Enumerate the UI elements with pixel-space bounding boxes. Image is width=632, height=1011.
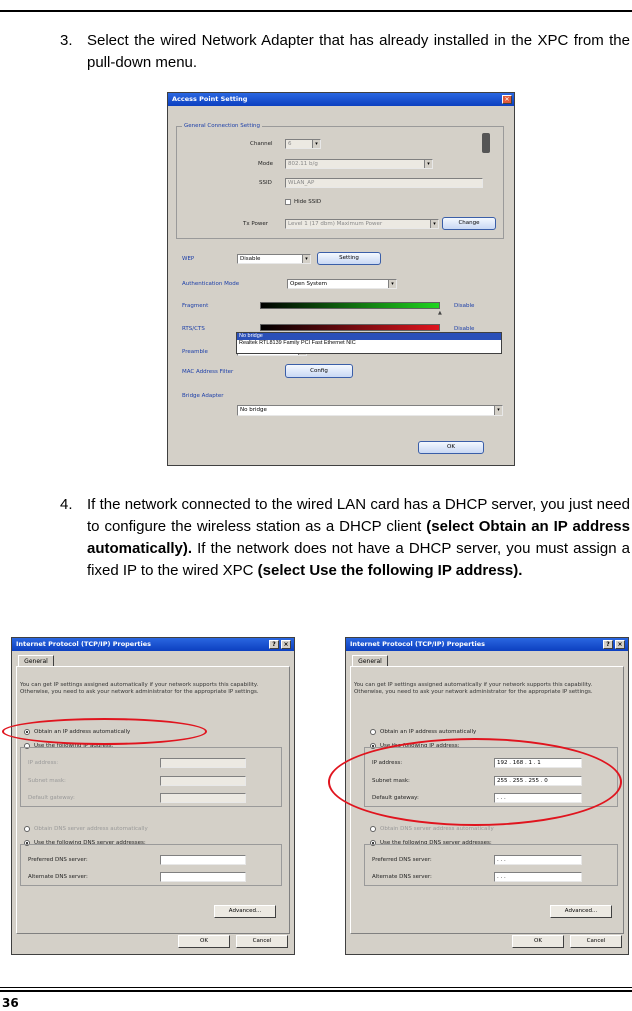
tab-general[interactable]: General xyxy=(18,655,54,667)
intro-text: You can get IP settings assigned automatically if your network supports this capability. Otherwise, you need to ask your network administrator for the appropriate IP settings. xyxy=(354,682,593,695)
default-gateway-label: Default gateway: xyxy=(28,795,75,801)
authentication-mode-select[interactable]: Open System ▾ xyxy=(287,279,397,289)
use-ip-label: Use the following IP address: xyxy=(34,743,114,749)
change-button[interactable]: Change xyxy=(442,217,496,230)
footer-rule xyxy=(0,987,632,988)
ok-button[interactable]: OK xyxy=(512,935,564,948)
channel-select[interactable]: 6 ▾ xyxy=(285,139,321,149)
alternate-dns-label: Alternate DNS server: xyxy=(28,874,88,880)
dropdown-option[interactable]: No bridge xyxy=(237,333,501,340)
chevron-down-icon: ▾ xyxy=(424,160,432,168)
ip-address-field[interactable]: 192 . 168 . 1 . 1 xyxy=(494,758,582,768)
preferred-dns-field[interactable] xyxy=(160,855,246,865)
mode-label: Mode xyxy=(258,161,273,167)
alternate-dns-field[interactable]: . . . xyxy=(494,872,582,882)
default-gateway-label: Default gateway: xyxy=(372,795,419,801)
subnet-mask-field[interactable] xyxy=(160,776,246,786)
subnet-mask-label: Subnet mask: xyxy=(372,778,410,784)
use-ip-label: Use the following IP address: xyxy=(380,743,460,749)
obtain-ip-label: Obtain an IP address automatically xyxy=(380,729,477,735)
footer-rule xyxy=(0,990,632,992)
advanced-button[interactable]: Advanced... xyxy=(214,905,276,918)
help-icon[interactable]: ? xyxy=(269,640,279,649)
subnet-mask-label: Subnet mask: xyxy=(28,778,66,784)
close-icon[interactable]: ✕ xyxy=(502,95,512,104)
obtain-dns-radio[interactable] xyxy=(24,826,30,832)
subnet-mask-field[interactable]: 255 . 255 . 255 . 0 xyxy=(494,776,582,786)
fragment-label: Fragment xyxy=(182,303,209,309)
hide-ssid-label: Hide SSID xyxy=(294,199,322,205)
mac-config-button[interactable]: Config xyxy=(285,364,353,378)
step-3 xyxy=(60,30,630,74)
dialog-title: Access Point Setting xyxy=(168,93,514,106)
chevron-down-icon: ▾ xyxy=(494,406,502,415)
preferred-dns-label: Preferred DNS server: xyxy=(28,857,88,863)
top-rule xyxy=(0,10,632,12)
default-gateway-field[interactable] xyxy=(160,793,246,803)
chevron-down-icon: ▾ xyxy=(302,255,310,263)
alternate-dns-label: Alternate DNS server: xyxy=(372,874,432,880)
cancel-button[interactable]: Cancel xyxy=(570,935,622,948)
step-text: If the network connected to the wired LAN card has a DHCP server, you just need to configure the wireless station as a DHCP client (select Obtain an IP address automatically). If the network does not have a DHCP server, you must assign a fixed IP to the wired XPC (select Use the following IP address). xyxy=(87,496,630,579)
intro-text: You can get IP settings assigned automatically if your network supports this capability. Otherwise, you need to ask your network administrator for the appropriate IP settings. xyxy=(20,682,259,695)
wep-setting-button[interactable]: Setting xyxy=(317,252,381,265)
channel-label: Channel xyxy=(250,141,273,147)
help-icon[interactable]: ? xyxy=(603,640,613,649)
dialog-title: Internet Protocol (TCP/IP) Properties xyxy=(12,638,294,651)
bold-instruction: (select Obtain an IP address automatically). xyxy=(87,518,630,557)
obtain-dns-radio[interactable] xyxy=(370,826,376,832)
tx-power-label: Tx Power xyxy=(243,221,268,227)
chevron-down-icon: ▾ xyxy=(312,140,320,148)
rts-cts-status: Disable xyxy=(454,326,475,332)
highlight-ellipse xyxy=(2,718,207,745)
fragment-slider[interactable] xyxy=(260,302,440,309)
cancel-button[interactable]: Cancel xyxy=(236,935,288,948)
advanced-button[interactable]: Advanced... xyxy=(550,905,612,918)
step-number: 3. xyxy=(60,32,73,49)
obtain-ip-label: Obtain an IP address automatically xyxy=(34,729,131,735)
access-point-setting-dialog xyxy=(167,92,515,466)
bold-instruction: (select Use the following IP address). xyxy=(257,562,523,579)
ip-address-label: IP address: xyxy=(372,760,403,766)
preferred-dns-field[interactable]: . . . xyxy=(494,855,582,865)
tcp-ip-properties-dialog-left xyxy=(11,637,295,955)
default-gateway-field[interactable]: . . . xyxy=(494,793,582,803)
highlight-ellipse xyxy=(328,738,622,826)
rts-cts-slider[interactable] xyxy=(260,324,440,331)
bridge-adapter-label: Bridge Adapter xyxy=(182,393,224,399)
ok-button[interactable]: OK xyxy=(178,935,230,948)
use-dns-label: Use the following DNS server addresses: xyxy=(380,840,492,846)
page-number: 36 xyxy=(2,996,19,1010)
obtain-dns-label: Obtain DNS server address automatically xyxy=(34,826,148,832)
step-number: 4. xyxy=(60,496,73,513)
slider-thumb-icon[interactable]: ▲ xyxy=(438,310,442,316)
ssid-label: SSID xyxy=(259,180,272,186)
close-icon[interactable]: × xyxy=(615,640,625,649)
alternate-dns-field[interactable] xyxy=(160,872,246,882)
authentication-mode-label: Authentication Mode xyxy=(182,281,240,287)
rts-cts-label: RTS/CTS xyxy=(182,326,205,332)
ip-address-label: IP address: xyxy=(28,760,59,766)
tab-general[interactable]: General xyxy=(352,655,388,667)
wep-label: WEP xyxy=(182,256,195,262)
use-dns-label: Use the following DNS server addresses: xyxy=(34,840,146,846)
tx-power-select[interactable]: Level 1 (17 dbm) Maximum Power ▾ xyxy=(285,219,439,229)
ip-address-field[interactable] xyxy=(160,758,246,768)
step-4 xyxy=(60,494,630,582)
obtain-ip-radio[interactable] xyxy=(370,729,376,735)
bridge-adapter-dropdown-list xyxy=(236,332,502,354)
chevron-down-icon: ▾ xyxy=(430,220,438,228)
ssid-input[interactable]: WLAN_AP xyxy=(285,178,483,188)
dialog-title: Internet Protocol (TCP/IP) Properties xyxy=(346,638,628,651)
wireless-device-icon xyxy=(482,133,490,153)
bridge-adapter-select[interactable]: No bridge ▾ xyxy=(237,405,503,416)
fragment-status: Disable xyxy=(454,303,475,309)
preferred-dns-label: Preferred DNS server: xyxy=(372,857,432,863)
obtain-dns-label: Obtain DNS server address automatically xyxy=(380,826,494,832)
step-text: Select the wired Network Adapter that has already installed in the XPC from the pull-down menu. xyxy=(87,32,630,71)
ok-button[interactable]: OK xyxy=(418,441,484,454)
group-title: General Connection Setting xyxy=(184,123,260,129)
dropdown-option[interactable]: Realtek RTL8139 Family PCI Fast Ethernet NIC xyxy=(239,340,356,346)
chevron-down-icon: ▾ xyxy=(388,280,396,288)
close-icon[interactable]: × xyxy=(281,640,291,649)
mode-select[interactable]: 802.11 b/g ▾ xyxy=(285,159,433,169)
mac-address-filter-label: MAC Address Filter xyxy=(182,369,234,375)
hide-ssid-checkbox[interactable] xyxy=(285,199,291,205)
preamble-label: Preamble xyxy=(182,349,208,355)
wep-select[interactable]: Disable ▾ xyxy=(237,254,311,264)
